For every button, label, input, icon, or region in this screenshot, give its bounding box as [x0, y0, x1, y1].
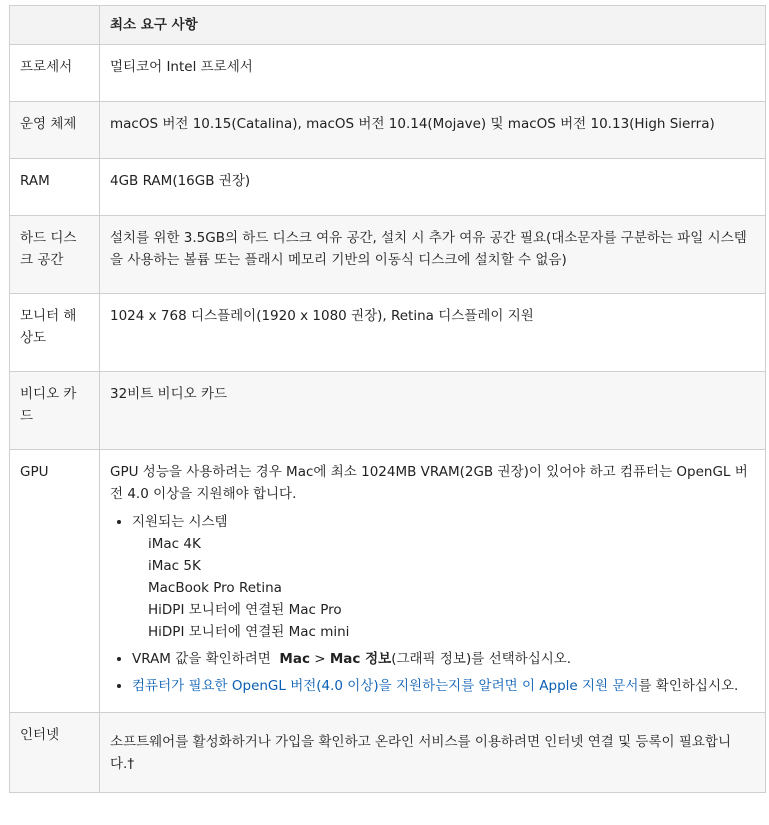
vram-arrow: > [309, 651, 330, 667]
list-item: HiDPI 모니터에 연결된 Mac Pro [148, 602, 342, 618]
list-item: HiDPI 모니터에 연결된 Mac mini [148, 624, 350, 640]
table-row-processor [10, 45, 766, 102]
row-value: 소프트웨어를 활성화하거나 가입을 확인하고 온라인 서비스를 이용하려면 인터넷 연결 및 등록이 필요합니다.† [100, 713, 766, 793]
table-row-monitor [10, 294, 766, 372]
opengl-link-item [132, 675, 755, 697]
vram-about-mac: Mac 정보 [329, 651, 392, 667]
header-blank-cell [10, 6, 100, 45]
row-value: 4GB RAM(16GB 권장) [100, 159, 766, 216]
row-label: 하드 디스크 공간 [10, 216, 100, 294]
table-row-disk [10, 216, 766, 294]
list-item: iMac 4K [148, 536, 201, 552]
table-row-video-card [10, 372, 766, 450]
vram-prefix: VRAM 값을 확인하려면 [132, 651, 280, 667]
row-value: macOS 버전 10.15(Catalina), macOS 버전 10.14(Mojave) 및 macOS 버전 10.13(High Sierra) [100, 102, 766, 159]
vram-instruction-item [132, 648, 755, 670]
apple-support-link[interactable]: 컴퓨터가 필요한 OpenGL 버전(4.0 이상)을 지원하는지를 알려면 이 Apple 지원 문서 [132, 678, 639, 694]
table-row-gpu [10, 450, 766, 713]
row-label: 비디오 카드 [10, 372, 100, 450]
supported-systems-item [132, 511, 755, 643]
row-label: 모니터 해상도 [10, 294, 100, 372]
requirements-table-wrapper [9, 5, 765, 793]
requirements-table [9, 5, 766, 793]
gpu-description: GPU 성능을 사용하려는 경우 Mac에 최소 1024MB VRAM(2GB 권장)이 있어야 하고 컴퓨터는 OpenGL 버전 4.0 이상을 지원해야 합니다. [110, 464, 748, 502]
row-label: RAM [10, 159, 100, 216]
row-label: 인터넷 [10, 713, 100, 793]
row-value: 32비트 비디오 카드 [100, 372, 766, 450]
table-row-ram [10, 159, 766, 216]
table-row-os [10, 102, 766, 159]
row-value: 1024 x 768 디스플레이(1920 x 1080 권장), Retina 디스플레이 지원 [100, 294, 766, 372]
link-suffix: 를 확인하십시오. [638, 678, 739, 694]
row-value: 멀티코어 Intel 프로세서 [100, 45, 766, 102]
table-header-row [10, 6, 766, 45]
list-item: MacBook Pro Retina [148, 580, 282, 596]
table-row-internet [10, 713, 766, 793]
row-label: 운영 체제 [10, 102, 100, 159]
row-label: GPU [10, 450, 100, 713]
list-item: iMac 5K [148, 558, 201, 574]
supported-systems-title: 지원되는 시스템 [132, 514, 228, 530]
gpu-value-cell [100, 450, 766, 713]
row-value: 설치를 위한 3.5GB의 하드 디스크 여유 공간, 설치 시 추가 여유 공간 필요(대소문자를 구분하는 파일 시스템을 사용하는 볼륨 또는 플래시 메모리 기반의 이동식 디스크에 설치할 수 없음) [100, 216, 766, 294]
gpu-bullet-list [110, 511, 755, 697]
supported-systems-list [132, 533, 755, 643]
vram-mac-menu: Mac [279, 651, 310, 667]
row-label: 프로세서 [10, 45, 100, 102]
vram-suffix: (그래픽 정보)를 선택하십시오. [391, 651, 572, 667]
header-title: 최소 요구 사항 [100, 6, 766, 45]
